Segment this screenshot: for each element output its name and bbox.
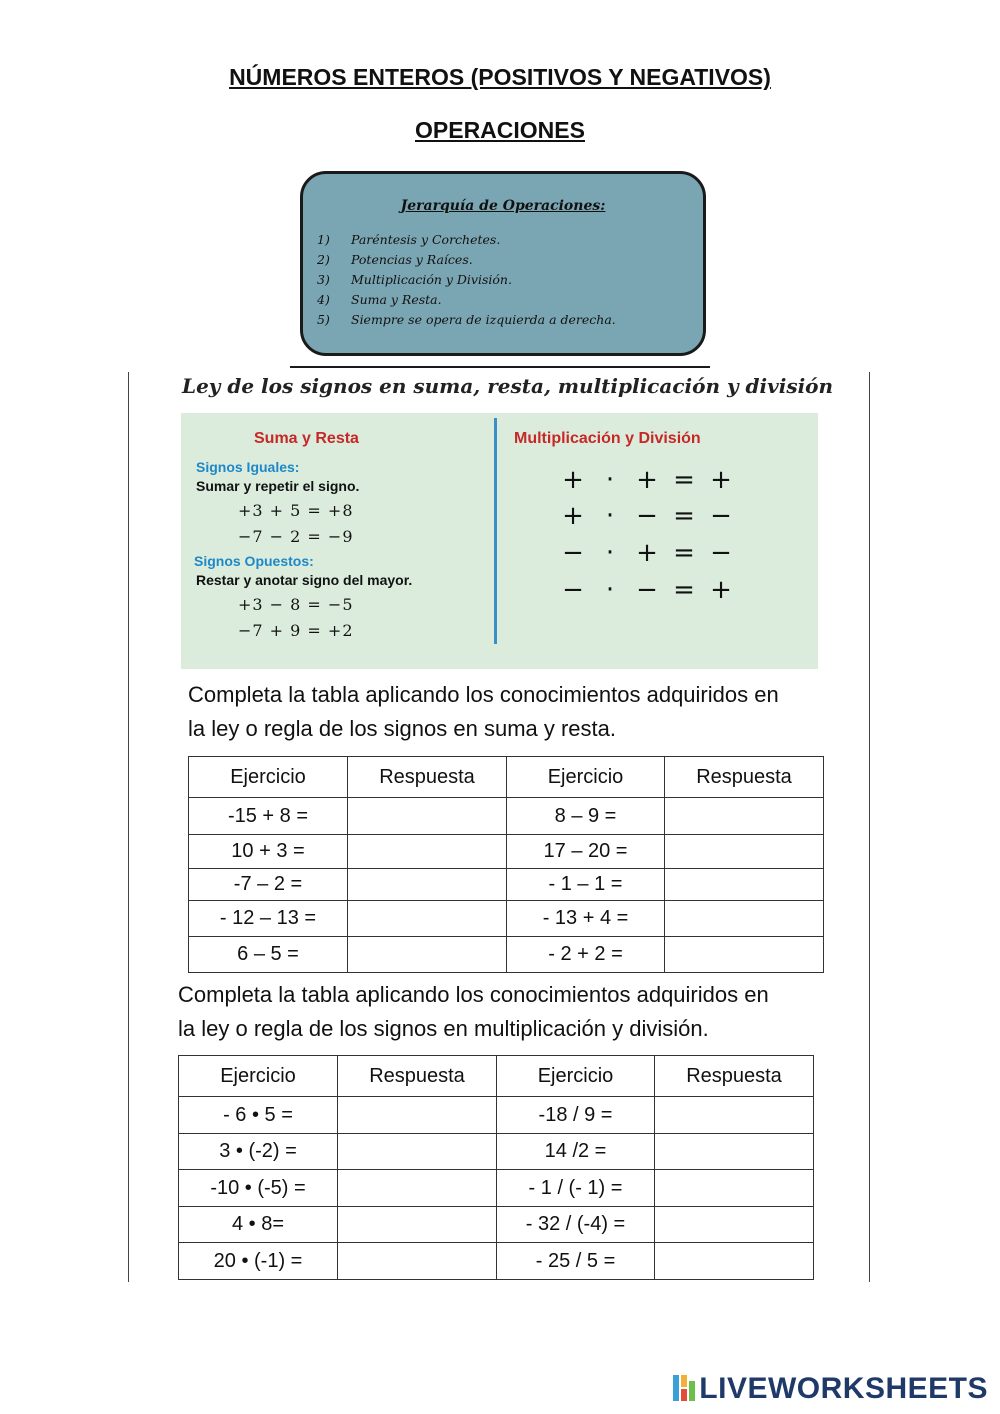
sum-header: Suma y Resta [254, 430, 359, 447]
answer-cell[interactable] [338, 1207, 497, 1243]
exercise-cell: 20 • (-1) = [179, 1243, 338, 1280]
answer-cell[interactable] [665, 869, 824, 901]
list-item: 2) Potencias y Raíces. [317, 252, 473, 267]
signs-title: Ley de los signos en suma, resta, multiplicación y división [182, 374, 834, 398]
table-row [179, 1170, 814, 1207]
opposite-signs-label: Signos Opuestos: [194, 553, 314, 569]
page-subtitle: OPERACIONES [415, 117, 585, 143]
answer-cell[interactable] [348, 798, 507, 835]
exercise-cell: 6 – 5 = [189, 937, 348, 973]
column-header: Respuesta [655, 1056, 814, 1097]
exercise-cell: - 1 / (- 1) = [497, 1170, 655, 1207]
table-row [189, 869, 824, 901]
exercise-cell: -7 – 2 = [189, 869, 348, 901]
answer-cell[interactable] [655, 1170, 814, 1207]
divider-line [290, 366, 710, 368]
table-row [179, 1243, 814, 1280]
example-equation: −7 + 9 = +2 [238, 621, 354, 640]
multiplication-table [178, 1055, 814, 1280]
list-item: 1) Paréntesis y Corchetes. [317, 232, 501, 247]
answer-cell[interactable] [655, 1134, 814, 1170]
answer-cell[interactable] [348, 869, 507, 901]
example-equation: +3 − 8 = −5 [238, 595, 354, 614]
left-border-line [128, 372, 129, 1282]
answer-cell[interactable] [655, 1207, 814, 1243]
table-row [179, 1207, 814, 1243]
exercise-cell: 3 • (-2) = [179, 1134, 338, 1170]
sign-rule-row: + · + = + [562, 465, 732, 495]
answer-cell[interactable] [338, 1243, 497, 1280]
answer-cell[interactable] [338, 1134, 497, 1170]
column-header: Respuesta [348, 757, 507, 798]
list-item: 5) Siempre se opera de izquierda a derecha. [317, 312, 616, 327]
column-header: Ejercicio [179, 1056, 338, 1097]
table-row [189, 901, 824, 937]
answer-cell[interactable] [665, 798, 824, 835]
table-row [179, 1134, 814, 1170]
answer-cell[interactable] [665, 901, 824, 937]
exercise-cell: 4 • 8= [179, 1207, 338, 1243]
hierarchy-title: Jerarquía de Operaciones: [400, 198, 606, 214]
exercise-cell: -15 + 8 = [189, 798, 348, 835]
instruction-text: Completa la tabla aplicando los conocimientos adquiridos en la ley o regla de los signos en multiplicación y división. [178, 982, 769, 1041]
answer-cell[interactable] [655, 1243, 814, 1280]
addition-table [188, 756, 824, 973]
right-border-line [869, 372, 870, 1282]
exercise-cell: - 13 + 4 = [507, 901, 665, 937]
column-header: Respuesta [338, 1056, 497, 1097]
exercise-cell: 8 – 9 = [507, 798, 665, 835]
exercise-cell: - 12 – 13 = [189, 901, 348, 937]
answer-cell[interactable] [338, 1097, 497, 1134]
answer-cell[interactable] [655, 1097, 814, 1134]
logo-text: LIVEWORKSHEETS [699, 1372, 988, 1405]
exercise-cell: - 6 • 5 = [179, 1097, 338, 1134]
table-row [189, 937, 824, 973]
example-equation: −7 − 2 = −9 [238, 527, 354, 546]
opposite-signs-rule: Restar y anotar signo del mayor. [196, 572, 413, 588]
answer-cell[interactable] [348, 901, 507, 937]
column-header: Ejercicio [497, 1056, 655, 1097]
hierarchy-list [317, 230, 616, 330]
exercise-cell: - 1 – 1 = [507, 869, 665, 901]
list-item: 3) Multiplicación y División. [317, 272, 512, 287]
table-row [189, 798, 824, 835]
table-row [179, 1097, 814, 1134]
exercise-cell: 14 /2 = [497, 1134, 655, 1170]
example-equation: +3 + 5 = +8 [238, 501, 354, 520]
instruction-text: Completa la tabla aplicando los conocimientos adquiridos en la ley o regla de los signos en suma y resta. [188, 682, 779, 741]
sign-rule-row: − · − = + [562, 575, 732, 605]
page-title: NÚMEROS ENTEROS (POSITIVOS Y NEGATIVOS) [229, 64, 771, 90]
answer-cell[interactable] [665, 937, 824, 973]
exercise-cell: -18 / 9 = [497, 1097, 655, 1134]
exercise-cell: - 25 / 5 = [497, 1243, 655, 1280]
sign-rule-row: + · − = − [562, 501, 732, 531]
same-signs-label: Signos Iguales: [196, 459, 300, 475]
list-item: 4) Suma y Resta. [317, 292, 442, 307]
answer-cell[interactable] [348, 937, 507, 973]
answer-cell[interactable] [338, 1170, 497, 1207]
answer-cell[interactable] [665, 835, 824, 869]
exercise-cell: - 2 + 2 = [507, 937, 665, 973]
exercise-cell: 17 – 20 = [507, 835, 665, 869]
hierarchy-box [300, 171, 706, 356]
liveworksheets-logo [673, 1372, 988, 1406]
exercise-cell: - 32 / (-4) = [497, 1207, 655, 1243]
mult-header: Multiplicación y División [514, 430, 701, 447]
exercise-cell: 10 + 3 = [189, 835, 348, 869]
column-header: Ejercicio [189, 757, 348, 798]
sign-rule-row: − · + = − [562, 538, 732, 568]
panel-divider [494, 418, 497, 644]
answer-cell[interactable] [348, 835, 507, 869]
column-header: Respuesta [665, 757, 824, 798]
column-header: Ejercicio [507, 757, 665, 798]
liveworksheets-icon [673, 1375, 695, 1401]
same-signs-rule: Sumar y repetir el signo. [196, 478, 360, 494]
exercise-cell: -10 • (-5) = [179, 1170, 338, 1207]
table-row [189, 835, 824, 869]
